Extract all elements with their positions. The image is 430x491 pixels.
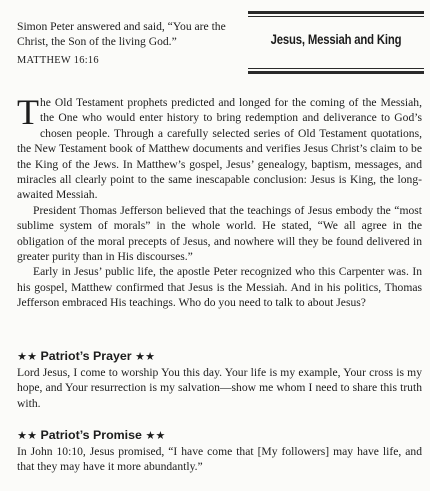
title-rule-bottom-thick xyxy=(248,71,424,74)
title-rule-bottom-thin xyxy=(248,68,424,69)
star-icon: ★ xyxy=(27,351,37,363)
star-icon: ★ xyxy=(135,351,145,363)
patriots-prayer-section xyxy=(17,348,422,411)
epigraph xyxy=(17,19,237,68)
promise-heading xyxy=(17,427,422,444)
star-icon: ★ xyxy=(17,430,27,442)
page-title: Jesus, Messiah and King xyxy=(270,32,402,47)
title-rule-top-thin xyxy=(248,16,424,17)
star-icon: ★ xyxy=(145,351,155,363)
patriots-promise-section xyxy=(17,427,422,475)
body-paragraph-2: President Thomas Jefferson believed that the teachings of Jesus embody the “most sublime system of morals” in the whole world. He stated, “We all agree in the obligation of the moral precepts of Jesus, and nowhere will they be found delivered in greater purity than in His discourses.” xyxy=(17,203,422,264)
epigraph-quote: Simon Peter answered and said, “You are the Christ, the Son of the living God.” xyxy=(17,20,226,48)
title-block xyxy=(248,5,424,79)
star-icon: ★ xyxy=(27,430,37,442)
star-icon: ★ xyxy=(145,430,156,442)
prayer-heading xyxy=(17,348,422,365)
prayer-heading-text: Patriot’s Prayer xyxy=(40,349,132,363)
promise-text: In John 10:10, Jesus promised, “I have come that [My followers] may have life, and that they may have it more abundantly.” xyxy=(17,445,422,474)
promise-heading-text: Patriot’s Promise xyxy=(40,428,142,442)
body-paragraph-3: Early in Jesus’ public life, the apostle Peter recognized who this Carpenter was. In his gospel, Matthew confirmed that Jesus is the Messiah. And in his politics, Thomas Jefferson embraced His teachings. Who do you need to talk to about Jesus? xyxy=(17,265,422,310)
star-icon: ★ xyxy=(17,351,27,363)
body-paragraph-1-text: he Old Testament prophets predicted and longed for the coming of the Messiah, the One who would enter history to bring redemption and deliverance to God’s chosen people. Through a carefully selected series of Old Testament quotations, the New Testament book of Matthew documents and verifies Jesus Christ’s claim to be the King of the Jews. In Matthew’s gospel, Jesus’ genealogy, baptism, messages, and miracles all clearly point to the same inescapable conclusion: Jesus is King, the long-awaited Messiah. xyxy=(17,96,422,202)
drop-cap: T xyxy=(17,92,39,132)
body-paragraph-1 xyxy=(17,92,422,203)
star-icon: ★ xyxy=(155,430,166,442)
prayer-text: Lord Jesus, I come to worship You this day. Your life is my example, Your cross is my hope, and Your resurrection is my salvation—show me whom I need to share this truth with. xyxy=(17,366,422,410)
title-rule-top-thick xyxy=(248,11,424,14)
body-text xyxy=(17,92,422,311)
epigraph-reference: MATTHEW 16:16 xyxy=(17,55,99,66)
